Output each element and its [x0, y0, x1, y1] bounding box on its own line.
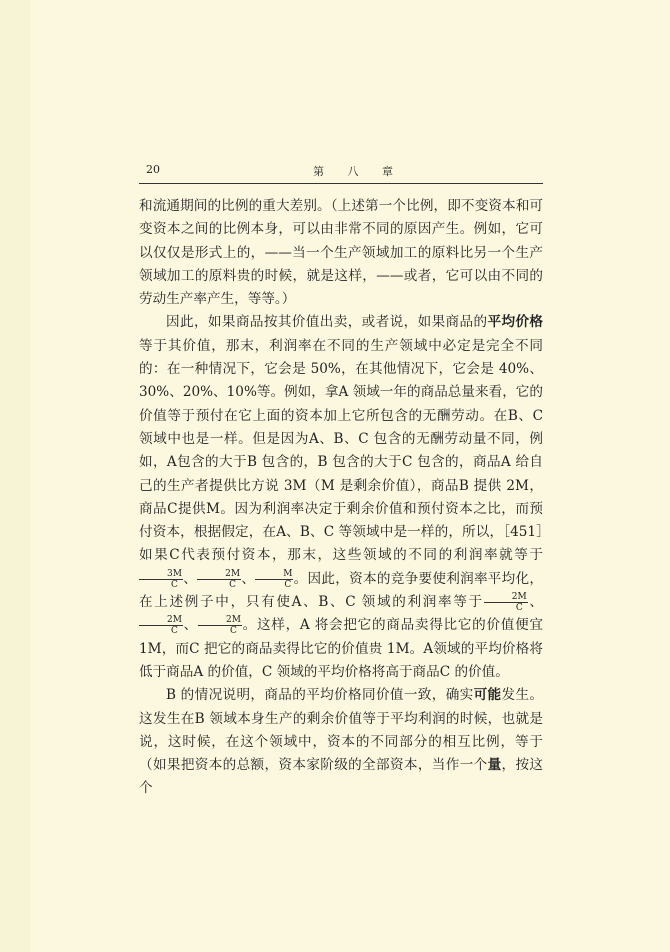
text-run: B 的情况说明，商品的平均价格同价值一致，确实 [166, 687, 474, 704]
chapter-title: 第 八 章 [313, 165, 403, 178]
body-text [139, 195, 543, 801]
fraction-rate-1 [139, 569, 183, 590]
fraction-numerator: 2M [198, 615, 242, 626]
text-run: 等于其价值，那末，利润率在不同的生产领域中必定是完全不同的：在一种情况下，它会是 50%，在其他情况下，它会是 40%、30%、20%、10%等。例如，拿A 领域一年的商品总量来看，它的价值等于预付在它上面的资本加上它所包含的无酬劳动。在B、C 领域中也是一样。但是因为A、B、C 包含的无酬劳动量不同，例如，A包含的大于B 包含的，B 包含的大于C 包含的，商品A 给自己的生产者提供比方说 3M（M 是剩余价值），商品B 提供 2M，商品C提供M。因为利润率决定于剩余价值和预付资本之比，而预付资本，根据假定，在A、B、C 等领域中是一样的，所以，［451］如果C代表预付资本，那末，这些领域的不同的利润率就等于 [139, 337, 543, 564]
emphasis-average-price: 平均价格 [487, 314, 544, 331]
fraction-denominator: C [171, 579, 178, 590]
text-run: 发生。这发生在B 领域本身生产的剩余价值等于平均利润的时候，也就是说，这时候，在这个领域中，资本的不同部分的相互比例，等于（如果把资本的总额，资本家阶级的全部资本，当作一个 [139, 687, 544, 774]
fraction-denominator: C [229, 579, 237, 590]
page-edge [0, 0, 30, 952]
fraction-numerator: 2M [197, 569, 241, 580]
fraction-separator: 、 [241, 570, 256, 587]
fraction-separator: 、 [527, 594, 543, 611]
fraction-numerator: 3M [139, 569, 183, 580]
paragraph-2 [139, 311, 543, 684]
fraction-rate-2 [197, 569, 241, 590]
text-run: 因此，如果商品按其价值出卖，或者说，如果商品的 [166, 314, 488, 331]
text-line: 和流通期间的比例的重大差别。（上述第一个比例，即不变资本和 [139, 198, 530, 214]
fraction-separator: 、 [182, 570, 198, 587]
text-run: 。因此，资本的竞争要使利润率平均化，在上述例子中，只有使A、B、C 领域的利润率等于 [139, 570, 544, 611]
fraction-denominator: C [230, 626, 237, 637]
text-run: ，按这个 [139, 757, 544, 797]
text-line: 同的劳动生产率产生，等等。） [139, 267, 544, 308]
fraction-avg-rate-3 [198, 615, 242, 636]
page-number: 20 [146, 163, 160, 176]
header-rule [139, 183, 543, 184]
paragraph-1 [139, 195, 543, 311]
text-line: 可变资本之间的比例本身，可以由非常不同的原因产生。例如，它 [139, 198, 543, 238]
fraction-denominator: C [284, 579, 292, 590]
fraction-avg-rate-2 [139, 615, 183, 636]
fraction-separator: 、 [182, 617, 198, 634]
fraction-denominator: C [171, 626, 178, 637]
text-line: 生产领域加工的原料贵的时候，就是这样，——或者，它可以由不 [139, 244, 544, 284]
paragraph-3 [139, 684, 543, 800]
fraction-numerator: 2M [139, 615, 183, 626]
fraction-numerator: M [255, 569, 293, 580]
emphasis-possible: 可能 [473, 687, 502, 704]
fraction-denominator: C [515, 603, 523, 614]
fraction-rate-3 [255, 569, 293, 590]
fraction-avg-rate-1 [484, 592, 528, 613]
emphasis-quantity: 量 [487, 757, 502, 774]
running-header [139, 161, 543, 179]
fraction-numerator: 2M [484, 592, 528, 603]
text-run: 。这样，A 将会把它的商品卖得比它的价值便宜 1M，而C 把它的商品卖得比它的价值贵 1M。A领域的平均价格将低于商品A 的价值，C 领域的平均价格将高于商品C 的价值。 [139, 617, 543, 680]
text-line: 可以仅仅是形式上的，——当一个生产领域加工的原料比另一个 [139, 221, 543, 261]
